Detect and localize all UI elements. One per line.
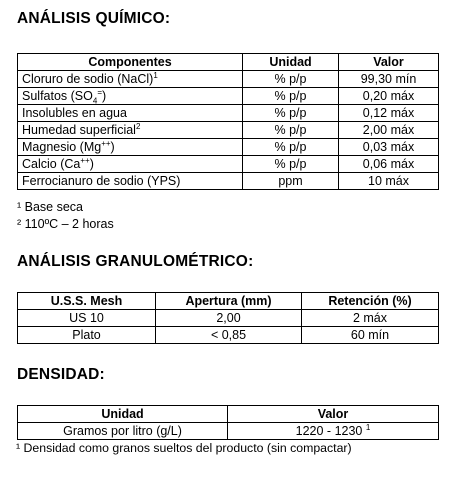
column-header-value: Valor (339, 54, 439, 71)
component-name: Ferrocianuro de sodio (YPS) (18, 173, 243, 190)
value-cell: 2,00 máx (339, 122, 439, 139)
value-cell: 99,30 mín (339, 71, 439, 88)
component-name: Sulfatos $(SO_4^=)$ (18, 88, 243, 105)
table-row (18, 310, 439, 327)
footnote-density: ¹ Densidad como granos sueltos del producto (sin compactar) (16, 441, 352, 455)
unit-cell: % p/p (243, 105, 339, 122)
chemical-analysis-heading: ANÁLISIS QUÍMICO: (17, 10, 171, 27)
table-header-row (18, 293, 439, 310)
unit-cell: % p/p (243, 122, 339, 139)
granulometric-analysis-table (17, 292, 439, 344)
unit-cell: % p/p (243, 156, 339, 173)
component-name: Cloruro de sodio (NaCl)$^1$ (18, 71, 243, 88)
unit-cell: % p/p (243, 71, 339, 88)
component-name: Magnesio (Mg++) (18, 139, 243, 156)
component-name: Calcio (Ca++) (18, 156, 243, 173)
table-header-row (18, 54, 439, 71)
table-header-row (18, 406, 439, 423)
unit-cell: Gramos por litro (g/L) (18, 423, 228, 440)
table-row (18, 122, 439, 139)
value-cell: 0,03 máx (339, 139, 439, 156)
column-header-aperture: Apertura (mm) (156, 293, 302, 310)
aperture-cell: 2,00 (156, 310, 302, 327)
mesh-cell: Plato (18, 327, 156, 344)
density-heading: DENSIDAD: (17, 366, 105, 383)
column-header-retention: Retención (%) (302, 293, 439, 310)
unit-cell: ppm (243, 173, 339, 190)
column-header-value: Valor (228, 406, 439, 423)
chemical-analysis-table (17, 53, 439, 190)
column-header-mesh: U.S.S. Mesh (18, 293, 156, 310)
retention-cell: 60 mín (302, 327, 439, 344)
column-header-unit: Unidad (243, 54, 339, 71)
table-row (18, 156, 439, 173)
unit-cell: % p/p (243, 139, 339, 156)
column-header-components: Componentes (18, 54, 243, 71)
column-header-unit: Unidad (18, 406, 228, 423)
component-name: Humedad superficial$^2$ (18, 122, 243, 139)
density-table (17, 405, 439, 440)
aperture-cell: < 0,85 (156, 327, 302, 344)
value-cell: 1220 - 1230 $^1$ (228, 423, 439, 440)
value-cell: 0,20 máx (339, 88, 439, 105)
value-cell: 0,12 máx (339, 105, 439, 122)
table-row (18, 71, 439, 88)
value-cell: 0,06 máx (339, 156, 439, 173)
table-row (18, 173, 439, 190)
mesh-cell: US 10 (18, 310, 156, 327)
component-name: Insolubles en agua (18, 105, 243, 122)
table-row (18, 139, 439, 156)
table-row (18, 88, 439, 105)
value-cell: 10 máx (339, 173, 439, 190)
table-row (18, 327, 439, 344)
unit-cell: % p/p (243, 88, 339, 105)
footnote-temperature: ² 110ºC – 2 horas (17, 217, 114, 231)
table-row (18, 423, 439, 440)
table-row (18, 105, 439, 122)
retention-cell: 2 máx (302, 310, 439, 327)
footnote-base-seca: ¹ Base seca (17, 200, 84, 214)
granulometric-analysis-heading: ANÁLISIS GRANULOMÉTRICO: (17, 253, 254, 270)
